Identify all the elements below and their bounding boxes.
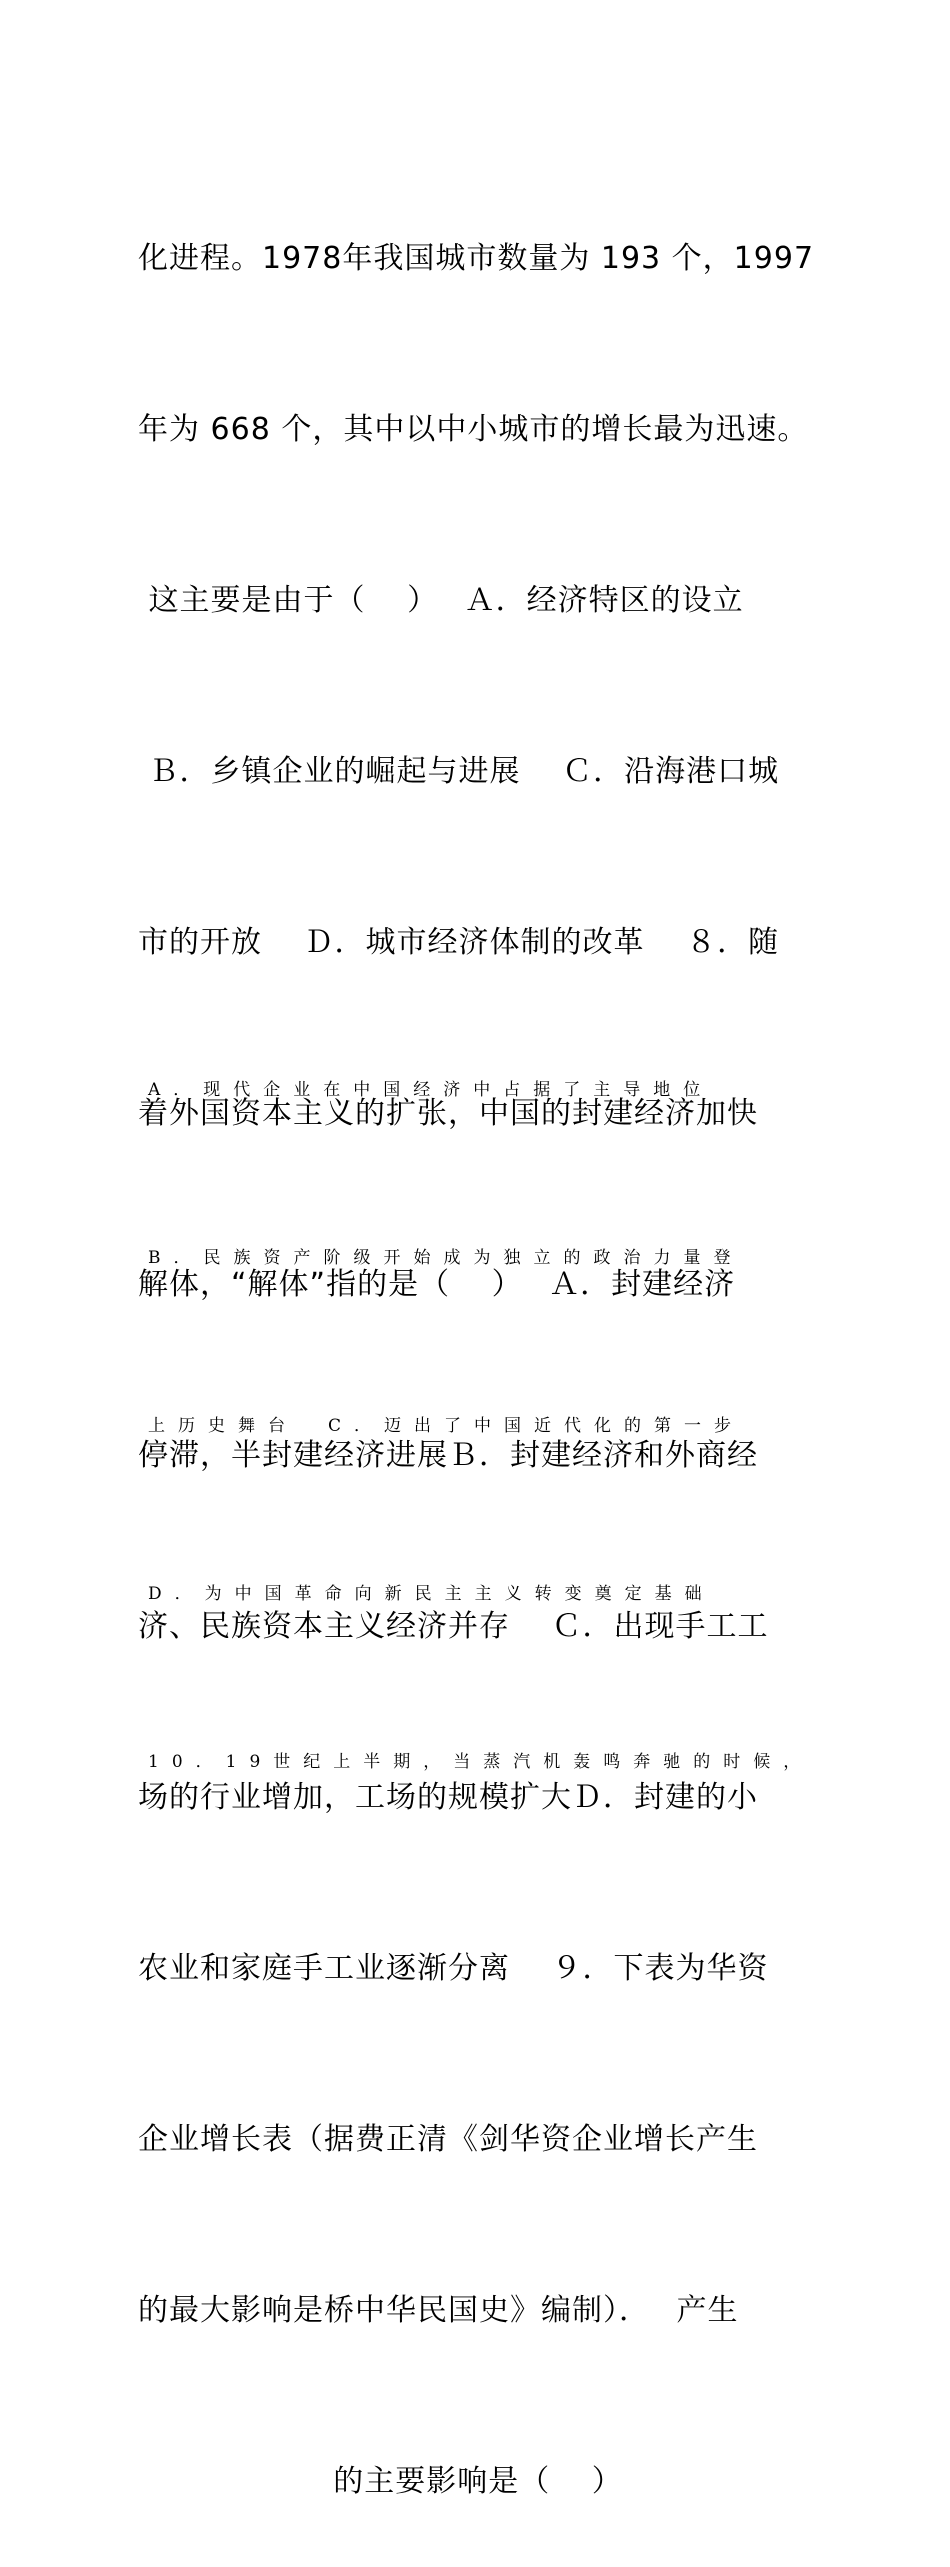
option-b-continued: 上历史舞台 C．迈出了中国近代化的第一步 bbox=[148, 1416, 745, 1436]
option-a: A．现代企业在中国经济中占据了主导地位 bbox=[148, 1080, 714, 1100]
text-line: 着外国资本主义的扩张，中国的封建经济加快 bbox=[138, 1096, 758, 1131]
text-line: 济、民族资本主义经济并存 Ｃ．出现手工工 bbox=[138, 1609, 769, 1644]
text-line: 解体，“解体”指的是（ ） Ａ．封建经济 bbox=[138, 1267, 736, 1302]
answer-options-block bbox=[148, 950, 848, 1846]
option-d: D．为中国革命向新民主主义转变奠定基础 bbox=[148, 1584, 715, 1604]
text-line: 年为 668 个，其中以中小城市的增长最为迅速。 bbox=[138, 412, 809, 447]
question-10-start: 10．19世纪上半期，当蒸汽机轰鸣奔驰的时候， bbox=[148, 1752, 814, 1772]
text-line: 场的行业增加，工场的规模扩大Ｄ．封建的小 bbox=[138, 1780, 758, 1815]
text-line: Ｂ．乡镇企业的崛起与进展 Ｃ．沿海港口城 bbox=[138, 754, 780, 789]
option-b: B．民族资产阶级开始成为独立的政治力量登 bbox=[148, 1248, 744, 1268]
text-line: 这主要是由于（ ） Ａ．经济特区的设立 bbox=[138, 583, 744, 618]
text-line: 停滞，半封建经济进展Ｂ．封建经济和外商经 bbox=[138, 1438, 758, 1473]
text-line: 市的开放 Ｄ．城市经济体制的改革 ８．随 bbox=[138, 925, 780, 960]
text-line: 化进程。1978年我国城市数量为 193 个，1997 bbox=[138, 241, 815, 276]
text-line: 企业增长表（据费正清《剑华资企业增长产生 bbox=[138, 2122, 758, 2157]
text-line: 的最大影响是桥中华民国史》编制）． 产生 bbox=[138, 2293, 739, 2328]
text-line: 农业和家庭手工业逐渐分离 ９．下表为华资 bbox=[138, 1951, 769, 1986]
centered-text-line: 的主要影响是（ ） bbox=[333, 2464, 623, 2499]
